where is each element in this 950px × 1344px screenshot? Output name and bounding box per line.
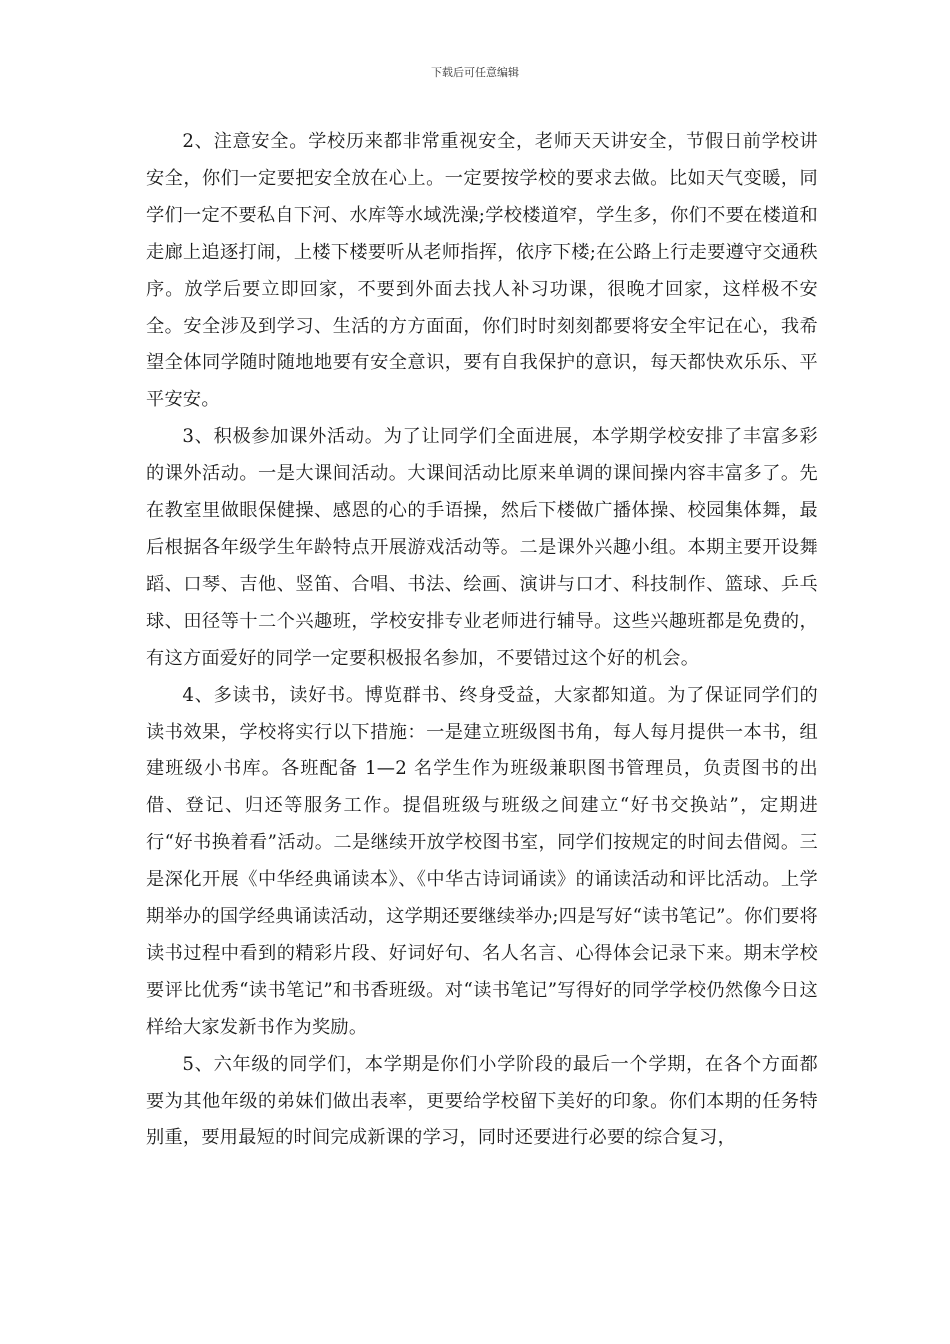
paragraph-safety: 2、注意安全。学校历来都非常重视安全，老师天天讲安全，节假日前学校讲安全，你们一定要把安全放在心上。一定要按学校的要求去做。比如天气变暖，同学们一定不要私自下河、水库等水域洗澡;学校楼道窄，学生多，你们不要在楼道和走廊上追逐打闹，上楼下楼要听从老师指挥，依序下楼;在公路上行走要遵守交通秩序。放学后要立即回家，不要到外面去找人补习功课，很晚才回家，这样极不安全。安全涉及到学习、生活的方方面面，你们时时刻刻都要将安全牢记在心，我希望全体同学随时随地地要有安全意识，要有自我保护的意识，每天都快欢乐乐、平平安安。 (146, 131, 818, 411)
page-header: 下载后可任意编辑 (431, 66, 519, 79)
document-body (146, 124, 818, 1157)
paragraph-reading: 4、多读书，读好书。博览群书、终身受益，大家都知道。为了保证同学们的读书效果，学校将实行以下措施：一是建立班级图书角，每人每月提供一本书，组建班级小书库。各班配备 1—2 名学生作为班级兼职图书管理员，负责图书的出借、登记、归还等服务工作。提倡班级与班级之间建立“好书交换站”，定期进行“好书换着看”活动。二是继续开放学校图书室，同学们按规定的时间去借阅。三是深化开展《中华经典诵读本》、《中华古诗词诵读》的诵读活动和评比活动。上学期举办的国学经典诵读活动，这学期还要继续举办;四是写好“读书笔记”。你们要将读书过程中看到的精彩片段、好词好句、名人名言、心得体会记录下来。期末学校要评比优秀“读书笔记”和书香班级。对“读书笔记”写得好的同学学校仍然像今日这样给大家发新书作为奖励。 (146, 684, 818, 1038)
paragraph-activities: 3、积极参加课外活动。为了让同学们全面进展，本学期学校安排了丰富多彩的课外活动。一是大课间活动。大课间活动比原来单调的课间操内容丰富多了。先在教室里做眼保健操、感恩的心的手语操，然后下楼做广播体操、校园集体舞，最后根据各年级学生年龄特点开展游戏活动等。二是课外兴趣小组。本期主要开设舞蹈、口琴、吉他、竖笛、合唱、书法、绘画、演讲与口才、科技制作、篮球、乒乓球、田径等十二个兴趣班，学校安排专业老师进行辅导。这些兴趣班都是免费的，有这方面爱好的同学一定要积极报名参加，不要错过这个好的机会。 (146, 426, 818, 669)
paragraph-sixth-grade: 5、六年级的同学们，本学期是你们小学阶段的最后一个学期，在各个方面都要为其他年级的弟妹们做出表率，更要给学校留下美好的印象。你们本期的任务特别重，要用最短的时间完成新课的学习，同时还要进行必要的综合复习， (146, 1053, 818, 1149)
